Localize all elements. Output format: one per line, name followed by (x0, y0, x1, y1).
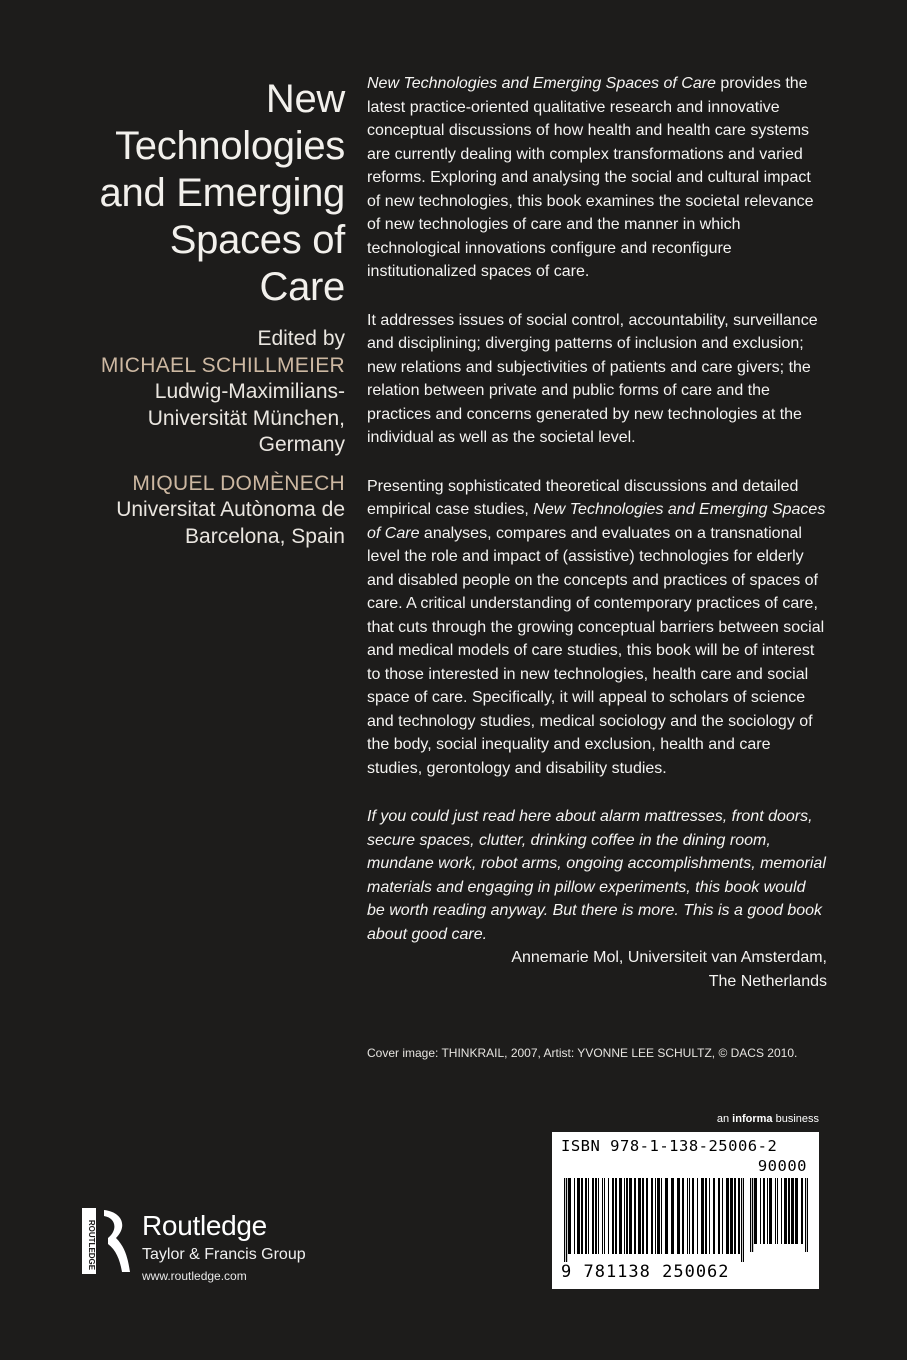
edited-by-label: Edited by (257, 327, 345, 350)
editor1-affiliation: Germany (258, 433, 345, 456)
barcode-bars (564, 1178, 744, 1262)
routledge-logo-icon (82, 1208, 132, 1274)
paragraph-text: Presenting sophisticated theoretical discussions and detailed empirical case studies, (367, 477, 799, 518)
publisher-group: Taylor & Francis Group (142, 1246, 306, 1263)
blurb (367, 72, 827, 993)
blurb-paragraph-3 (367, 475, 827, 781)
title-line: New (265, 77, 345, 121)
endorsement-attribution (367, 946, 827, 993)
book-title-italic: New Technologies and Emerging Spaces of Care (367, 75, 716, 92)
title-line: Care (259, 265, 345, 309)
logo-text: ROUTLEDGE (87, 1219, 96, 1271)
informa-tagline (717, 1113, 819, 1125)
editor2-name: MIQUEL DOMÈNECH (132, 471, 345, 495)
book-title-italic: New Technologies and Emerging Spaces of Care (367, 501, 826, 542)
title-line: Technologies (115, 124, 345, 168)
paragraph-text: provides the latest practice-oriented qualitative research and innovative conceptual discussions of how health and health care systems are currently dealing with complex transformations and varied reforms. Exploring and analysing the social and cultural impact of new technologies, this book examines the societal relevance of new technologies of care and the manner in which technological innovations configure and reconfigure institutionalized spaces of care. (367, 75, 814, 280)
addon-barcode-bars (750, 1178, 808, 1252)
endorsement-quote: If you could just read here about alarm mattresses, front doors, secure spaces, clutter, drinking coffee in the dining room, mundane work, robot arms, ongoing accomplishments, memorial materials and engaging in pillow experiments, this book would be worth reading anyway. But there is more. This is a good book about good care. (367, 808, 826, 943)
paragraph-text: analyses, compares and evaluates on a transnational level the role and impact of (assistive) technologies for elderly and disabled people on the concepts and practices of spaces of care. A critical understanding of contemporary practices of care, that cuts through the growing conceptual barriers between social and medical models of care studies, this book will be of interest to those interested in new technologies, health care and social space of care. Specifically, it will appeal to scholars of science and technology studies, medical sociology and the sociology of the body, social inequality and exclusion, health and care studies, gerontology and disability studies. (367, 524, 825, 777)
editor2-affiliation: Barcelona, Spain (185, 524, 345, 548)
publisher-block (142, 1210, 306, 1284)
informa-wordmark: informa (732, 1113, 773, 1125)
editor2-affiliation: Universitat Autònoma de (116, 498, 345, 521)
blurb-paragraph-1 (367, 72, 827, 284)
attribution-line: Annemarie Mol, Universiteit van Amsterdam, (511, 949, 827, 966)
isbn-barcode (552, 1132, 819, 1289)
blurb-paragraph-2: It addresses issues of social control, accountability, surveillance and disciplining; diverging patterns of inclusion and exclusion; new relations and subjectivities of patients and care givers; the relation between private and public forms of care and the practices and concerns generated by new technologies at the individual as well as the societal level. (367, 311, 818, 446)
informa-prefix: an (716, 1113, 730, 1125)
editor1-name: MICHAEL SCHILLMEIER (100, 353, 345, 377)
publisher-url[interactable]: www.routledge.com (142, 1269, 247, 1283)
editor1-affiliation: Ludwig-Maximilians- (154, 380, 345, 403)
editors-block (5, 326, 345, 550)
title-line: Spaces of (169, 218, 345, 262)
informa-suffix: business (775, 1113, 819, 1125)
title-line: and Emerging (99, 171, 345, 215)
editor1-affiliation: Universität München, (147, 406, 345, 430)
barcode-digits: 9 781138 250062 (561, 1262, 730, 1282)
isbn-text: ISBN 978-1-138-25006-2 (561, 1137, 778, 1155)
price-code: 90000 (757, 1157, 807, 1175)
cover-image-credit: Cover image: THINKRAIL, 2007, Artist: YVONNE LEE SCHULTZ, © DACS 2010. (367, 1046, 798, 1060)
publisher-name: Routledge (142, 1210, 267, 1241)
book-title (25, 76, 345, 311)
attribution-line: The Netherlands (708, 972, 827, 990)
